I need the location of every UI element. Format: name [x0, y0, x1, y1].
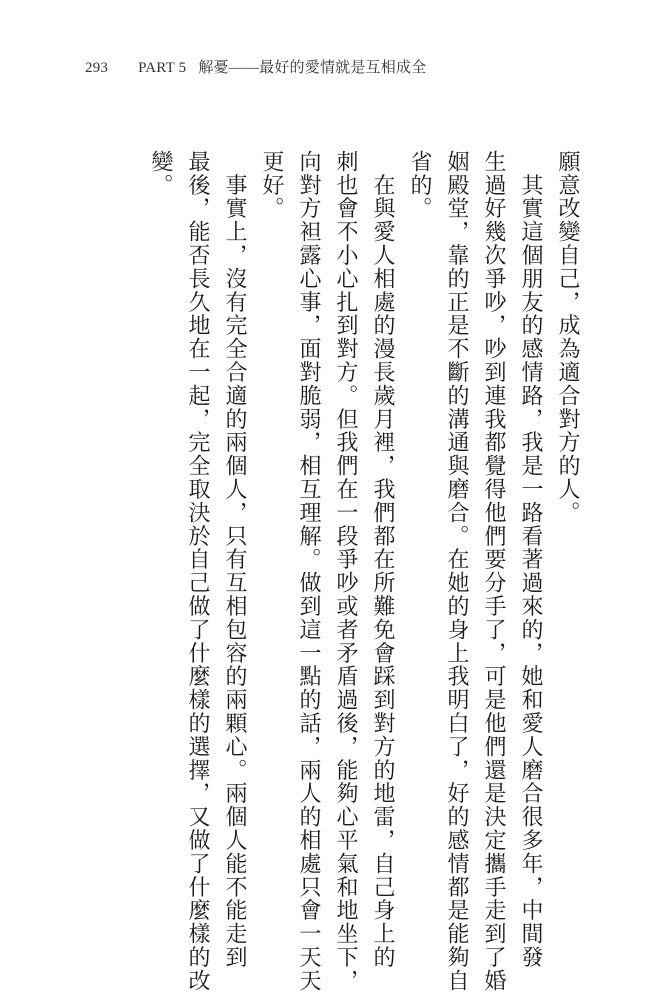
text-column: 變。: [148, 150, 173, 197]
text-column: 在與愛人相處的漫長歲月裡，我們都在所難免會踩到對方的地雷，自己身上的: [370, 150, 395, 969]
text-column: 向對方袒露心事，面對脆弱，相互理解。做到這一點的話，兩人的相處只會一天天: [296, 150, 321, 992]
text-column: 其實這個朋友的感情路，我是一路看著過來的，她和愛人磨合很多年，中間發: [518, 150, 543, 969]
text-column: 更好。: [259, 150, 284, 221]
text-column: 事實上，沒有完全合適的兩個人，只有互相包容的兩顆心。兩個人能不能走到: [222, 150, 247, 969]
body-text: [148, 150, 580, 992]
text-column: 刺也會不小心扎到對方。但我們在一段爭吵或者矛盾過後，能夠心平氣和地坐下，: [333, 150, 358, 992]
page-number: 293: [85, 60, 109, 76]
chapter-title: 解憂——最好的愛情就是互相成全: [198, 60, 427, 76]
running-head: [85, 56, 426, 77]
text-column: 最後，能否長久地在一起，完全取決於自己做了什麼樣的選擇，又做了什麼樣的改: [185, 150, 210, 992]
text-column: 姻殿堂，靠的正是不斷的溝通與磨合。在她的身上我明白了，好的感情都是能夠自: [444, 150, 469, 992]
text-column: 願意改變自己，成為適合對方的人。: [555, 150, 580, 525]
part-label: PART 5: [138, 60, 187, 76]
text-column: 生過好幾次爭吵，吵到連我都覺得他們要分手了，可是他們還是決定攜手走到了婚: [481, 150, 506, 992]
text-column: 省的。: [407, 150, 432, 221]
